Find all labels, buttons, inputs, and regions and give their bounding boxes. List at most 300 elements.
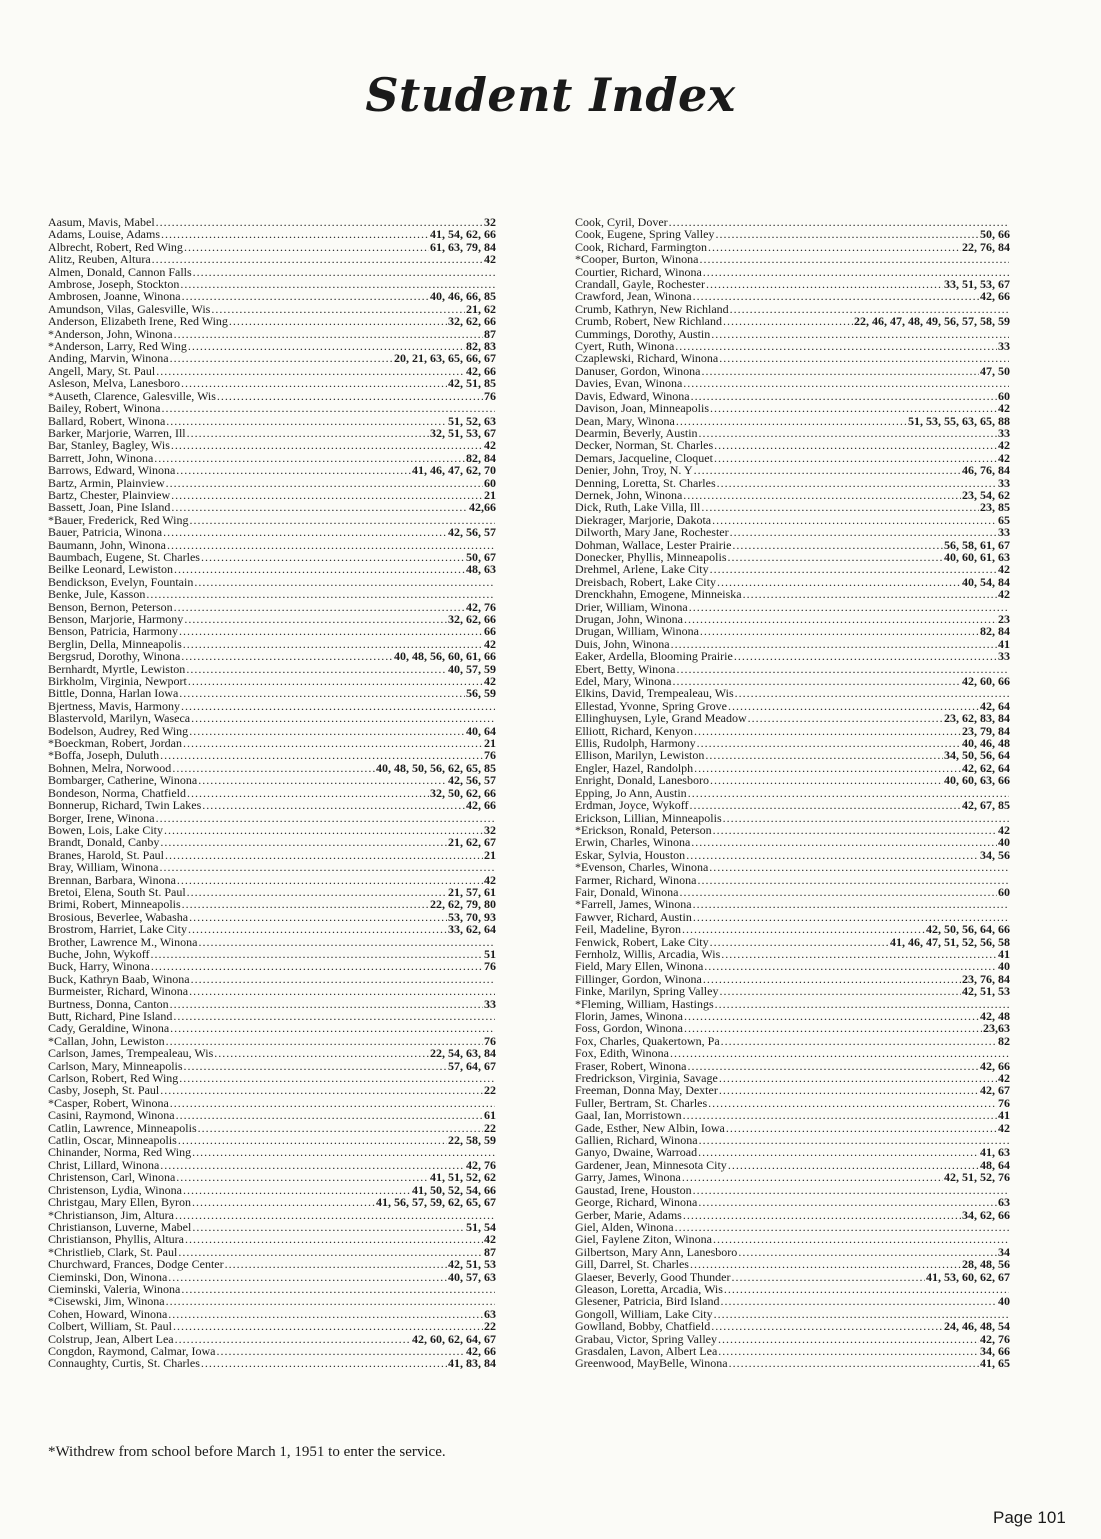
dot-leader — [700, 625, 979, 637]
dot-leader — [729, 1357, 979, 1369]
index-entry — [48, 1084, 496, 1096]
dot-leader — [178, 1134, 447, 1146]
dot-leader — [698, 1146, 979, 1158]
entry-name: Amundson, Vilas, Galesville, Wis — [48, 301, 211, 316]
dot-leader — [704, 960, 997, 972]
entry-pages: 42 — [484, 1232, 496, 1247]
entry-pages: 42 — [998, 450, 1010, 465]
entry-name: Farmer, Richard, Winona — [575, 872, 697, 887]
dot-leader — [693, 1184, 1009, 1196]
entry-name: Denning, Loretta, St. Charles — [575, 475, 716, 490]
entry-name: Brimi, Robert, Minneapolis — [48, 897, 181, 912]
index-entry — [48, 290, 496, 302]
entry-name: Bauer, Patricia, Winona — [48, 525, 163, 540]
entry-pages: 32, 62, 66 — [448, 314, 496, 329]
entry-name: Davison, Joan, Minneapolis — [575, 401, 709, 416]
entry-name: Cohen, Howard, Winona — [48, 1306, 168, 1321]
entry-name: Ambrose, Joseph, Stockton — [48, 277, 180, 292]
entry-pages: 40, 60, 61, 63 — [944, 549, 1010, 564]
dot-leader — [697, 874, 1009, 886]
index-entry — [575, 625, 1010, 637]
dot-leader — [168, 1271, 447, 1283]
entry-pages: 53, 70, 93 — [448, 909, 496, 924]
entry-pages: 63 — [484, 1306, 496, 1321]
entry-pages: 41, 51, 52, 62 — [430, 1170, 496, 1185]
entry-name: Christianson, Phyllis, Altura — [48, 1232, 185, 1247]
index-entry — [48, 1109, 496, 1121]
dot-leader — [163, 526, 447, 538]
index-entry — [48, 985, 496, 997]
dot-leader — [721, 948, 997, 960]
entry-name: Casini, Raymond, Winona — [48, 1108, 175, 1123]
entry-name: Catlin, Lawrence, Minneapolis — [48, 1120, 197, 1135]
dot-leader — [731, 1271, 925, 1283]
entry-pages: 41 — [998, 1108, 1010, 1123]
entry-name: Gowlland, Bobby, Chatfield — [575, 1319, 711, 1334]
entry-pages: 42, 51, 52, 76 — [944, 1170, 1010, 1185]
dot-leader — [675, 1221, 1009, 1233]
entry-name: Courtier, Richard, Winona — [575, 264, 702, 279]
entry-name: Bergsrud, Dorothy, Winona — [48, 649, 181, 664]
entry-name: Anderson, Elizabeth Irene, Red Wing — [48, 314, 228, 329]
entry-name: Ellestad, Yvonne, Spring Grove — [575, 698, 727, 713]
entry-name: Brosious, Beverlee, Wabasha — [48, 909, 189, 924]
dot-leader — [189, 985, 495, 997]
dot-leader — [164, 824, 483, 836]
entry-name: Bonnerup, Richard, Twin Lakes — [48, 798, 202, 813]
entry-name: Donecker, Phyllis, Minneapolis — [575, 549, 727, 564]
entry-name: *Christianson, Jim, Altura — [48, 1207, 174, 1222]
page-number: Page 101 — [993, 1508, 1066, 1527]
entry-pages: 42, 56, 57 — [448, 773, 496, 788]
entry-name: *Christlieb, Clark, St. Paul — [48, 1244, 178, 1259]
entry-pages: 60 — [484, 475, 496, 490]
index-entry — [575, 501, 1010, 513]
dot-leader — [184, 1060, 447, 1072]
entry-pages: 82 — [998, 1033, 1010, 1048]
entry-name: Christianson, Luverne, Mabel — [48, 1219, 192, 1234]
entry-name: Bray, William, Winona — [48, 860, 159, 875]
entry-pages: 42 — [484, 438, 496, 453]
dot-leader — [694, 725, 961, 737]
dot-leader — [735, 687, 1009, 699]
dot-leader — [675, 340, 997, 352]
dot-leader — [712, 514, 997, 526]
entry-pages: 51, 52, 63 — [448, 413, 496, 428]
dot-leader — [713, 824, 997, 836]
entry-pages: 23, 62, 83, 84 — [944, 711, 1010, 726]
dot-leader — [723, 315, 853, 327]
index-entry — [48, 1320, 496, 1332]
dot-leader — [715, 228, 979, 240]
entry-pages: 40 — [998, 835, 1010, 850]
index-entry — [575, 1022, 1010, 1034]
entry-name: Drenckhahn, Emogene, Minneiska — [575, 587, 742, 602]
entry-pages: 33 — [998, 525, 1010, 540]
entry-name: Burtness, Donna, Canton — [48, 996, 169, 1011]
dot-leader — [748, 712, 943, 724]
dot-leader — [174, 601, 465, 613]
entry-name: Barrows, Edward, Winona — [48, 463, 176, 478]
dot-leader — [734, 650, 997, 662]
entry-name: Gallien, Richard, Winona — [575, 1133, 698, 1148]
index-entry — [575, 1084, 1010, 1096]
dot-leader — [706, 278, 943, 290]
entry-name: Ellison, Marilyn, Lewiston — [575, 748, 705, 763]
entry-pages: 41, 46, 47, 62, 70 — [412, 463, 496, 478]
index-entry — [575, 1146, 1010, 1158]
dot-leader — [191, 973, 495, 985]
entry-name: Eaker, Ardella, Blooming Prairie — [575, 649, 733, 664]
dot-leader — [708, 241, 961, 253]
entry-name: Benson, Patricia, Harmony — [48, 624, 178, 639]
entry-name: Bar, Stanley, Bagley, Wis — [48, 438, 170, 453]
entry-pages: 82, 84 — [980, 624, 1010, 639]
entry-name: Congdon, Raymond, Calmar, Iowa — [48, 1343, 216, 1358]
dot-leader — [679, 886, 997, 898]
entry-pages: 23, 54, 62 — [962, 487, 1010, 502]
dot-leader — [159, 861, 495, 873]
entry-name: Cook, Eugene, Spring Valley — [575, 227, 715, 242]
entry-name: Enright, Donald, Lanesboro — [575, 773, 709, 788]
entry-name: Dreisbach, Robert, Lake City — [575, 574, 716, 589]
index-entry — [575, 836, 1010, 848]
dot-leader — [718, 1345, 979, 1357]
index-entry — [48, 799, 496, 811]
entry-name: Florin, James, Winona — [575, 1009, 683, 1023]
entry-pages: 22 — [484, 1083, 496, 1098]
dot-leader — [717, 576, 961, 588]
entry-name: Foss, Gordon, Winona — [575, 1021, 683, 1036]
entry-pages: 42 — [484, 674, 496, 689]
entry-pages: 42, 56, 57 — [448, 525, 496, 540]
entry-name: Gilbertson, Mary Ann, Lanesboro — [575, 1244, 738, 1259]
dot-leader — [726, 1122, 997, 1134]
dot-leader — [699, 427, 997, 439]
entry-name: Adams, Louise, Adams — [48, 227, 160, 242]
entry-pages: 40, 54, 84 — [962, 574, 1010, 589]
entry-pages: 41 — [998, 946, 1010, 961]
dot-leader — [699, 253, 1009, 265]
entry-name: Bailey, Robert, Winona — [48, 401, 161, 416]
entry-pages: 40 — [998, 959, 1010, 974]
dot-leader — [185, 1233, 483, 1245]
entry-name: Brennan, Barbara, Winona — [48, 872, 176, 887]
entry-name: Dearmin, Beverly, Austin — [575, 425, 698, 440]
index-entry — [575, 588, 1010, 600]
entry-name: Erwin, Charles, Winona — [575, 835, 691, 850]
dot-leader — [175, 1209, 495, 1221]
index-entry — [48, 836, 496, 848]
index-entry — [575, 1295, 1010, 1307]
dot-leader — [181, 650, 393, 662]
dot-leader — [188, 923, 447, 935]
dot-leader — [691, 390, 997, 402]
dot-leader — [690, 1258, 961, 1270]
index-entry — [575, 402, 1010, 414]
index-entry — [575, 315, 1010, 327]
entry-pages: 41, 83, 84 — [448, 1356, 496, 1371]
dot-leader — [670, 1047, 1009, 1059]
entry-name: Garry, James, Winona — [575, 1170, 681, 1185]
entry-pages: 40, 64 — [466, 723, 496, 738]
entry-pages: 23, 76, 84 — [962, 971, 1010, 986]
entry-pages: 21, 62 — [466, 301, 496, 316]
entry-pages: 42, 51, 53 — [962, 984, 1010, 999]
entry-pages: 61 — [484, 1108, 496, 1123]
dot-leader — [176, 1171, 429, 1183]
entry-name: Branes, Harold, St. Paul — [48, 847, 164, 862]
entry-pages: 76 — [484, 388, 496, 403]
entry-name: Grabau, Victor, Spring Valley — [575, 1331, 717, 1346]
entry-pages: 41, 63 — [980, 1145, 1010, 1160]
dot-leader — [181, 700, 495, 712]
index-entry — [48, 923, 496, 935]
dot-leader — [191, 712, 495, 724]
dot-leader — [699, 1134, 1009, 1146]
entry-name: Baumann, John, Winona — [48, 537, 166, 552]
entry-pages: 41, 54, 62, 66 — [430, 227, 496, 242]
entry-pages: 48, 63 — [466, 562, 496, 577]
dot-leader — [170, 1022, 495, 1034]
entry-pages: 23, 85 — [980, 500, 1010, 515]
entry-name: Davis, Edward, Winona — [575, 388, 690, 403]
entry-name: *Callan, John, Lewiston — [48, 1033, 165, 1048]
dot-leader — [188, 675, 483, 687]
entry-pages: 21 — [484, 736, 496, 751]
dot-leader — [182, 290, 429, 302]
index-entry — [48, 402, 496, 414]
entry-pages: 42, 76 — [466, 1157, 496, 1172]
entry-name: Carlson, James, Trempealeau, Wis — [48, 1046, 214, 1061]
entry-name: Crumb, Kathryn, New Richland — [575, 301, 729, 316]
entry-pages: 33 — [484, 996, 496, 1011]
entry-name: Buche, John, Wykoff — [48, 946, 150, 961]
entry-pages: 76 — [484, 1033, 496, 1048]
entry-name: Chinander, Norma, Red Wing — [48, 1145, 192, 1160]
entry-name: Dernek, John, Winona — [575, 487, 683, 502]
entry-pages: 21 — [484, 847, 496, 862]
entry-pages: 42 — [998, 562, 1010, 577]
entry-name: Crumb, Robert, New Richland — [575, 314, 722, 329]
entry-pages: 42 — [998, 822, 1010, 837]
index-entry — [48, 377, 496, 389]
entry-name: Dean, Mary, Winona — [575, 413, 675, 428]
entry-pages: 40, 57, 63 — [448, 1269, 496, 1284]
index-entry — [575, 1233, 1010, 1245]
entry-name: Cieminski, Don, Winona — [48, 1269, 168, 1284]
index-entry — [48, 1196, 496, 1208]
entry-name: Engler, Hazel, Randolph — [575, 760, 694, 775]
dot-leader — [178, 1246, 483, 1258]
entry-name: Bjertness, Mavis, Harmony — [48, 698, 180, 713]
entry-pages: 42 — [998, 401, 1010, 416]
entry-name: *Cooper, Burton, Winona — [575, 252, 699, 267]
entry-name: *Farrell, James, Winona — [575, 897, 692, 912]
entry-pages: 23, 79, 84 — [962, 723, 1010, 738]
entry-name: Berglin, Della, Minneapolis — [48, 636, 182, 651]
index-entry — [48, 439, 496, 451]
entry-pages: 42, 66 — [980, 1058, 1010, 1073]
entry-name: Bassett, Joan, Pine Island — [48, 500, 171, 515]
entry-pages: 51, 54 — [466, 1219, 496, 1234]
entry-name: Field, Mary Ellen, Winona — [575, 959, 704, 974]
entry-pages: 42, 51, 53 — [448, 1257, 496, 1272]
index-entry — [48, 253, 496, 265]
entry-pages: 42 — [484, 252, 496, 267]
entry-pages: 33 — [998, 425, 1010, 440]
entry-pages: 50, 67 — [466, 549, 496, 564]
entry-name: Burmeister, Richard, Winona — [48, 984, 189, 999]
entry-name: *Fleming, William, Hastings — [575, 996, 714, 1011]
entry-name: Angell, Mary, St. Paul — [48, 363, 156, 378]
entry-name: George, Richard, Winona — [575, 1195, 698, 1210]
entry-pages: 76 — [484, 748, 496, 763]
entry-name: Christ, Lillard, Winona — [48, 1157, 160, 1172]
entry-name: Ebert, Betty, Winona — [575, 661, 676, 676]
entry-pages: 42 — [484, 636, 496, 651]
dot-leader — [211, 303, 465, 315]
entry-name: Gleason, Loretta, Arcadia, Wis — [575, 1281, 723, 1296]
entry-name: Edel, Mary, Winona — [575, 674, 672, 689]
dot-leader — [176, 1109, 483, 1121]
index-entry — [48, 712, 496, 724]
entry-pages: 34, 62, 66 — [962, 1207, 1010, 1222]
entry-name: Beilke Leonard, Lewiston — [48, 562, 173, 577]
dot-leader — [171, 489, 483, 501]
entry-pages: 66 — [484, 624, 496, 639]
index-entry — [575, 650, 1010, 662]
dot-leader — [721, 1035, 997, 1047]
entry-pages: 42, 66 — [466, 1343, 496, 1358]
entry-pages: 33, 62, 64 — [448, 922, 496, 937]
entry-name: *Anderson, John, Winona — [48, 326, 173, 341]
entry-name: Gongoll, William, Lake City — [575, 1306, 713, 1321]
entry-name: Ellinghuysen, Lyle, Grand Meadow — [575, 711, 747, 726]
entry-name: Barker, Marjorie, Warren, Ill — [48, 425, 186, 440]
entry-name: Grasdalen, Lavon, Albert Lea — [575, 1343, 718, 1358]
dot-leader — [179, 687, 465, 699]
index-entry — [48, 774, 496, 786]
entry-pages: 63 — [998, 1195, 1010, 1210]
entry-pages: 51 — [484, 946, 496, 961]
entry-pages: 41, 65 — [980, 1356, 1010, 1371]
entry-name: *Bauer, Frederick, Red Wing — [48, 512, 189, 527]
entry-name: Carlson, Mary, Minneapolis — [48, 1058, 183, 1073]
dot-leader — [156, 365, 465, 377]
entry-name: Fox, Charles, Quakertown, Pa — [575, 1033, 720, 1048]
entry-name: Colstrup, Jean, Albert Lea — [48, 1331, 174, 1346]
index-entry — [575, 1171, 1010, 1183]
dot-leader — [738, 1246, 997, 1258]
dot-leader — [183, 737, 483, 749]
entry-name: Glesener, Patricia, Bird Island — [575, 1294, 720, 1309]
entry-pages: 22 — [484, 1319, 496, 1334]
entry-name: *Cisewski, Jim, Winona — [48, 1294, 165, 1309]
dot-leader — [683, 377, 1009, 389]
entry-pages: 87 — [484, 1244, 496, 1259]
entry-name: Alitz, Reuben, Altura — [48, 252, 151, 267]
index-column-right — [575, 216, 1010, 1370]
dot-leader — [701, 501, 979, 513]
dot-leader — [686, 849, 979, 861]
dot-leader — [689, 601, 1009, 613]
dot-leader — [165, 849, 483, 861]
dot-leader — [189, 911, 447, 923]
dot-leader — [724, 1283, 1009, 1295]
entry-name: Buck, Harry, Winona — [48, 959, 150, 974]
entry-pages: 21, 57, 61 — [448, 884, 496, 899]
entry-name: Asleson, Melva, Lanesboro — [48, 376, 180, 391]
entry-pages: 33 — [998, 339, 1010, 354]
entry-name: Fernholz, Willis, Arcadia, Wis — [575, 946, 721, 961]
dot-leader — [677, 663, 1010, 675]
entry-name: Decker, Norman, St. Charles — [575, 438, 714, 453]
entry-name: Fuller, Bertram, St. Charles — [575, 1095, 708, 1110]
entry-name: *Evenson, Charles, Winona — [575, 860, 709, 875]
entry-pages: 82, 83 — [466, 339, 496, 354]
dot-leader — [669, 216, 1009, 228]
entry-pages: 65 — [998, 512, 1010, 527]
entry-pages: 87 — [484, 326, 496, 341]
index-entry — [48, 898, 496, 910]
entry-name: Drehmel, Arlene, Lake City — [575, 562, 709, 577]
dot-leader — [710, 936, 889, 948]
index-entry — [575, 228, 1010, 240]
dot-leader — [683, 1109, 997, 1121]
entry-name: Christenson, Lydia, Winona — [48, 1182, 182, 1197]
entry-pages: 42 — [998, 1071, 1010, 1086]
dot-leader — [714, 452, 997, 464]
entry-name: Drugan, John, Winona — [575, 612, 683, 626]
dot-leader — [176, 464, 411, 476]
index-entry — [575, 1357, 1010, 1369]
entry-pages: 41, 56, 57, 59, 62, 65, 67 — [376, 1195, 496, 1210]
entry-name: Dick, Ruth, Lake Villa, Ill — [575, 500, 701, 515]
index-entry — [575, 439, 1010, 451]
dot-leader — [166, 477, 483, 489]
entry-pages: 41, 53, 60, 62, 67 — [926, 1269, 1010, 1284]
entry-name: Bittle, Donna, Harlan Iowa — [48, 686, 179, 701]
index-entry — [575, 563, 1010, 575]
entry-name: Bodelson, Audrey, Red Wing — [48, 723, 189, 738]
entry-name: Finke, Marilyn, Spring Valley — [575, 984, 719, 999]
index-entry — [575, 464, 1010, 476]
entry-pages: 22, 58, 59 — [448, 1133, 496, 1148]
entry-pages: 22, 46, 47, 48, 49, 56, 57, 58, 59 — [854, 314, 1010, 329]
index-entry — [575, 1047, 1010, 1059]
entry-name: *Anderson, Larry, Red Wing — [48, 339, 187, 354]
dot-leader — [728, 700, 979, 712]
entry-name: Bernhardt, Myrtle, Lewiston — [48, 661, 186, 676]
entry-name: Erickson, Lillian, Minneapolis — [575, 810, 722, 825]
index-entry — [48, 352, 496, 364]
entry-name: *Auseth, Clarence, Galesville, Wis — [48, 388, 216, 403]
entry-name: Fraser, Robert, Winona — [575, 1058, 687, 1073]
dot-leader — [709, 861, 1009, 873]
entry-pages: 32, 50, 62, 66 — [430, 785, 496, 800]
dot-leader — [713, 1233, 1009, 1245]
dot-leader — [711, 1320, 943, 1332]
entry-name: Cummings, Dorothy, Austin — [575, 326, 711, 341]
dot-leader — [184, 613, 447, 625]
dot-leader — [705, 749, 943, 761]
dot-leader — [684, 1010, 979, 1022]
entry-name: Elliott, Richard, Kenyon — [575, 723, 693, 738]
entry-name: Churchward, Frances, Dodge Center — [48, 1257, 224, 1272]
dot-leader — [225, 1258, 447, 1270]
entry-pages: 23,63 — [983, 1021, 1010, 1036]
